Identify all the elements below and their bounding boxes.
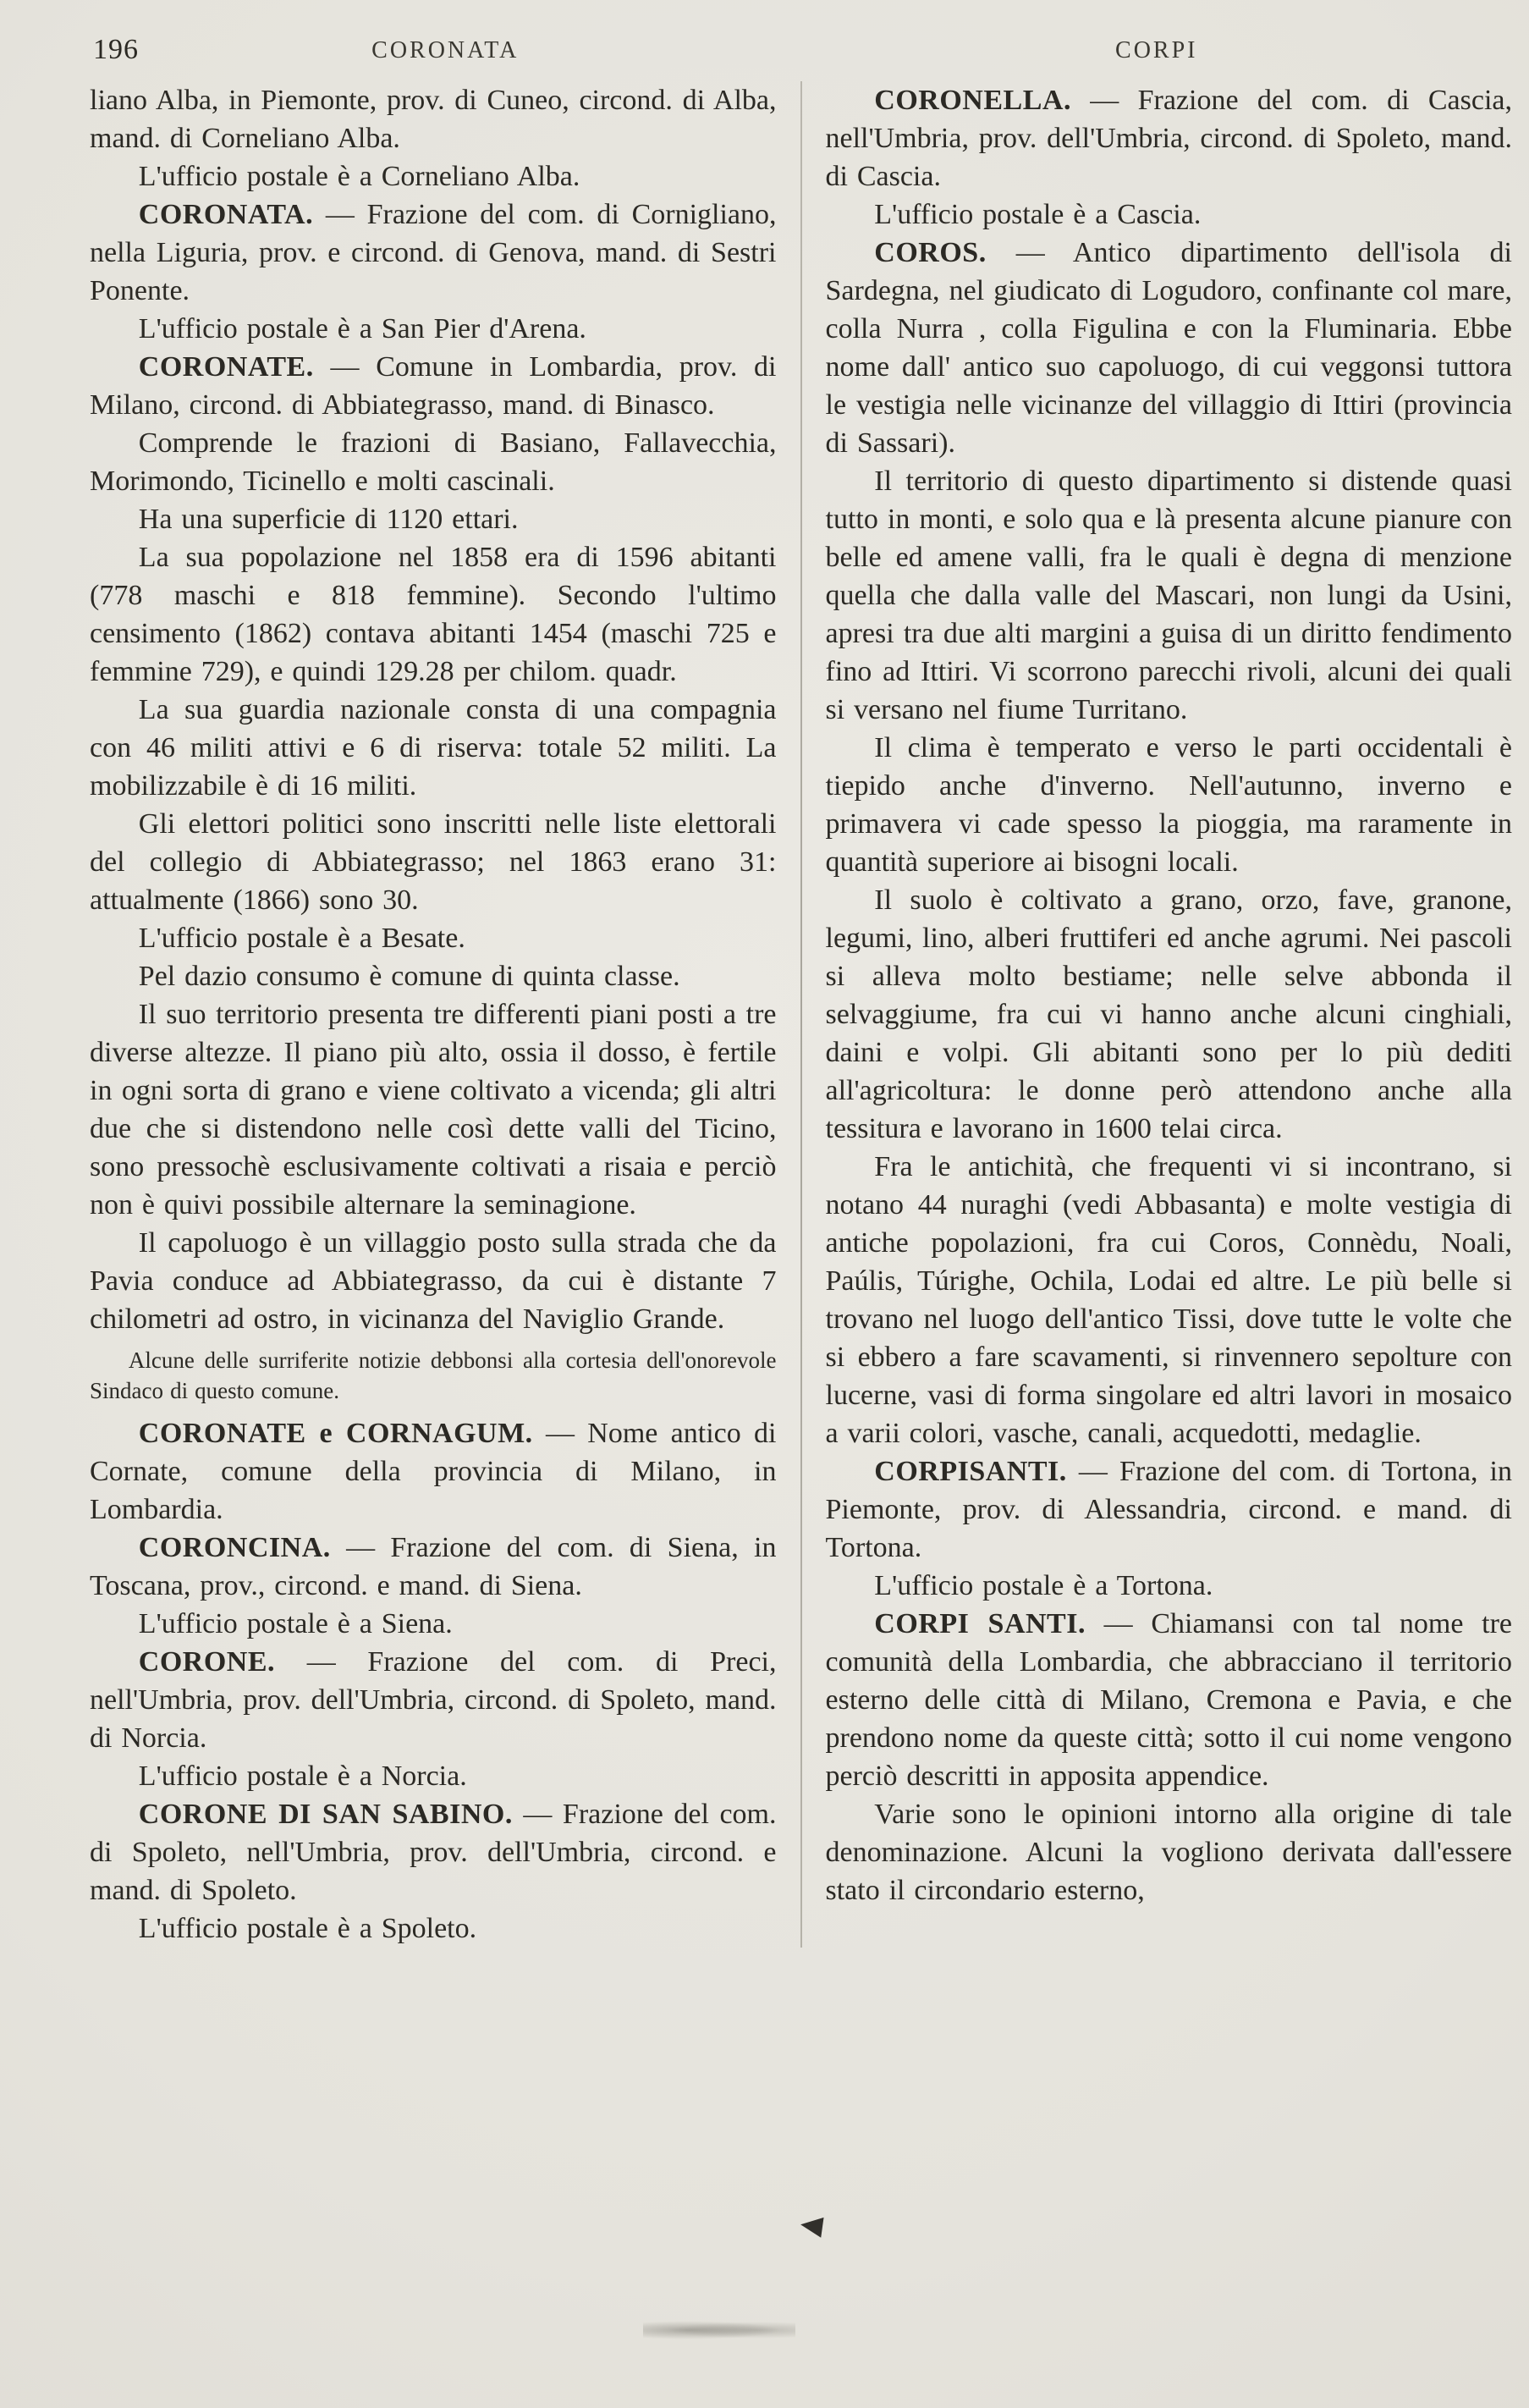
entry-headword: CORONE. [138,1646,276,1678]
body-paragraph: L'ufficio postale è a Besate. [138,923,465,954]
body-paragraph: L'ufficio postale è a Spoleto. [138,1913,477,1944]
entry-headword: CORONELLA. [874,85,1071,116]
entry-paragraph: CORONCINA. — Frazione del com. di Siena, in Toscana, prov., circond. e mand. di Siena. [90,1532,777,1601]
body-paragraph: Il suo territorio presenta tre differenti piani posti a tre diverse altezze. Il piano più alto, ossia il dosso, è fertile in ogni sorta di grano e viene coltivato a vicenda; gli altri due che si distendono nelle così dette valli del Ticino, sono pressochè esclusivamente coltivati a risaia e perciò non è quivi possibile alternare la seminagione. [90,999,777,1221]
text-columns [90,81,1512,1948]
pencil-smudge [643,2319,795,2341]
body-paragraph: Il clima è temperato e verso le parti occidentali è tiepido anche d'inverno. Nell'autunno, inverno e primavera vi cade spesso la pioggia, ma raramente in quantità superiore ai bisogni locali. [825,732,1512,878]
entry-paragraph: CORPI SANTI. — Chiamansi con tal nome tre comunità della Lombardia, che abbracciano il territorio esterno delle città di Milano, Cremona e Pavia, e che prendono nome da queste città; sotto il cui nome vengono perciò descritti in apposita appendice. [825,1608,1512,1792]
body-paragraph: L'ufficio postale è a Corneliano Alba. [138,161,580,192]
ink-blemish-mark [799,2214,823,2237]
entry-paragraph: CORONE. — Frazione del com. di Preci, nell'Umbria, prov. dell'Umbria, circond. di Spoleto, mand. di Norcia. [90,1646,777,1754]
entry-headword: CORONATA. [138,199,314,230]
body-paragraph: Pel dazio consumo è comune di quinta classe. [138,961,680,992]
entry-paragraph: CORONATA. — Frazione del com. di Cornigliano, nella Liguria, prov. e circond. di Genova, mand. di Sestri Ponente. [90,199,777,306]
entry-paragraph: CORONELLA. — Frazione del com. di Cascia, nell'Umbria, prov. dell'Umbria, circond. di Spoleto, mand. di Cascia. [825,85,1512,192]
body-paragraph: liano Alba, in Piemonte, prov. di Cuneo, circond. di Alba, mand. di Corneliano Alba. [90,85,777,154]
body-paragraph: L'ufficio postale è a San Pier d'Arena. [138,313,586,344]
entry-headword: CORPISANTI. [874,1456,1067,1487]
entry-headword: CORONATE. [138,351,314,383]
body-paragraph: L'ufficio postale è a Tortona. [874,1570,1213,1601]
body-paragraph: Il territorio di questo dipartimento si distende quasi tutto in monti, e solo qua e là presenta alcune pianure con belle ed amene valli, fra le quali è degna di menzione quella che dalla valle del Mascari, non lungi da Usini, apresi tra due alti margini a guisa di un diritto fendimento fino ad Ittiri. Vi scorrono parecchi rivoli, alcuni dei quali si versano nel fiume Turritano. [825,466,1512,725]
body-paragraph: L'ufficio postale è a Siena. [138,1608,453,1639]
entry-paragraph: CORONATE. — Comune in Lombardia, prov. di Milano, circond. di Abbiategrasso, mand. di Binasco. [90,351,777,421]
body-paragraph: La sua popolazione nel 1858 era di 1596 abitanti (778 maschi e 818 femmine). Secondo l'ultimo censimento (1862) contava abitanti 1454 (maschi 725 e femmine 729), e quindi 129.28 per chilom. quadr. [90,542,777,687]
entry-paragraph: CORONATE e CORNAGUM. — Nome antico di Cornate, comune della provincia di Milano, in Lombardia. [90,1418,777,1525]
body-paragraph: Comprende le frazioni di Basiano, Fallavecchia, Morimondo, Ticinello e molti cascinali. [90,427,777,497]
body-paragraph: L'ufficio postale è a Cascia. [874,199,1202,230]
entry-headword: CORPI SANTI. [874,1608,1086,1639]
body-paragraph: Ha una superficie di 1120 ettari. [138,504,519,535]
body-paragraph: Il capoluogo è un villaggio posto sulla strada che da Pavia conduce ad Abbiategrasso, da cui è distante 7 chilometri ad ostro, in vicinanza del Naviglio Grande. [90,1227,777,1335]
body-paragraph: Il suolo è coltivato a grano, orzo, fave, granone, legumi, lino, alberi fruttiferi ed anche agrumi. Nei pascoli si alleva molto bestiame; nelle selve abbonda il selvaggiume, fra cui vi hanno anche alcuni cinghiali, daini e volpi. Gli abitanti sono per lo più dediti all'agricoltura: le donne però attendono anche alla tessitura e lavorano in 1600 telai circa. [825,884,1512,1144]
body-paragraph: Gli elettori politici sono inscritti nelle liste elettorali del collegio di Abbiategrasso; nel 1863 erano 31: attualmente (1866) sono 30. [90,808,777,916]
entry-headword: CORONCINA. [138,1532,331,1563]
entry-headword: COROS. [874,237,987,268]
note-paragraph: Alcune delle surriferite notizie debbonsi alla cortesia dell'onorevole Sindaco di questo comune. [90,1347,777,1403]
header-left-half [90,34,801,65]
entry-headword: CORONE DI SAN SABINO. [138,1799,513,1830]
entry-paragraph: CORPISANTI. — Frazione del com. di Tortona, in Piemonte, prov. di Alessandria, circond. e mand. di Tortona. [825,1456,1512,1563]
body-paragraph: La sua guardia nazionale consta di una compagnia con 46 militi attivi e 6 di riserva: totale 52 militi. La mobilizzabile è di 16 militi. [90,694,777,802]
body-paragraph: Fra le antichità, che frequenti vi si incontrano, si notano 44 nuraghi (vedi Abbasanta) e molte vestigia di antiche popolazioni, fra cui Coros, Connèdu, Noali, Paúlis, Túrighe, Ochila, Lodai ed altre. Le più belle si trovano nel luogo dell'antico Tissi, dove tutte le volte che si ebbero a fare scavamenti, si rinvennero sepolture con lucerne, vasi di forma singolare ed altri lavori in mosaico a varii colori, vasche, canali, acquedotti, medaglie. [825,1151,1512,1449]
running-head-right: CORPI [1115,37,1198,63]
running-head-left: CORONATA [371,37,520,63]
entry-headword: CORONATE e CORNAGUM. [138,1418,533,1449]
entry-paragraph: CORONE DI SAN SABINO. — Frazione del com. di Spoleto, nell'Umbria, prov. dell'Umbria, circond. e mand. di Spoleto. [90,1799,777,1906]
page-number: 196 [93,34,139,65]
body-paragraph: Varie sono le opinioni intorno alla origine di tale denominazione. Alcuni la vogliono derivata dall'essere stato il circondario esterno, [825,1799,1512,1906]
page-header [90,34,1512,65]
left-column [90,81,800,1948]
header-right-half [801,37,1513,64]
right-column [802,81,1513,1948]
body-paragraph: L'ufficio postale è a Norcia. [138,1761,467,1792]
entry-paragraph: COROS. — Antico dipartimento dell'isola di Sardegna, nel giudicato di Logudoro, confinante col mare, colla Nurra , colla Figulina e con la Fluminaria. Ebbe nome dall' antico suo capoluogo, di cui veggonsi tuttora le vestigia nelle vicinanze del villaggio di Ittiri (provincia di Sassari). [825,237,1512,459]
